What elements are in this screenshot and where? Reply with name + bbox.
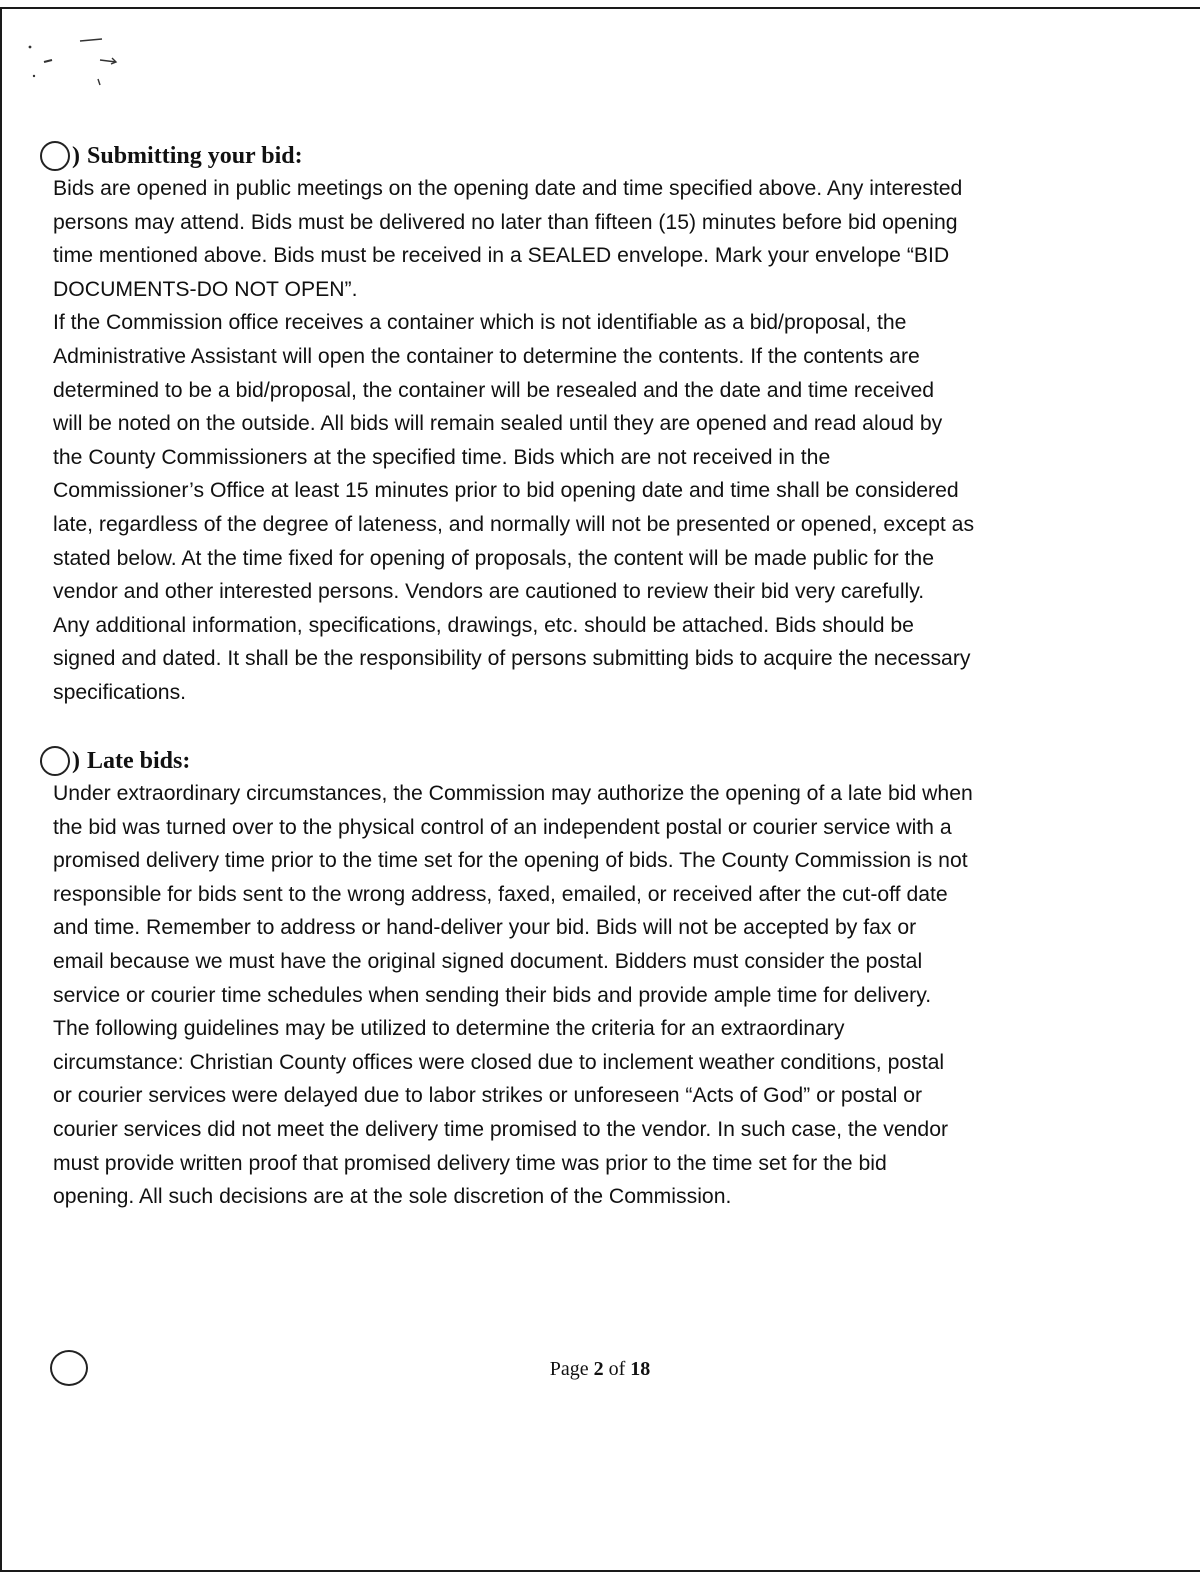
section-title: Submitting your bid: (87, 142, 303, 169)
scan-specks (20, 25, 140, 95)
scan-top-border (0, 7, 1200, 9)
page-current: 2 (593, 1358, 604, 1380)
page-footer (0, 1358, 1200, 1381)
scan-bottom-border (0, 1570, 1200, 1572)
page-total: 18 (630, 1358, 651, 1380)
page-of: of (608, 1358, 626, 1380)
section-body: Under extraordinary circumstances, the Commission may authorize the opening of a late bid when the bid was turned over to the physical control of an independent postal or courier service with a promised delivery time prior to the time set for the opening of bids. The County Commission is not responsible for bids sent to the wrong address, faxed, emailed, or received after the cut-off date and time. Remember to address or hand-deliver your bid. Bids will not be accepted by fax or email because we must have the original signed document. Bidders must consider the postal service or courier time schedules when sending their bids and provide ample time for delivery. The following guidelines may be utilized to determine the criteria for an extraordinary circumstance: Christian County offices were closed due to inclement weather conditions, postal or courier services were delayed due to labor strikes or unforeseen “Acts of God” or postal or courier services did not meet the delivery time promised to the vendor. In such case, the vendor must provide written proof that promised delivery time was prior to the time set for the bid opening. All such decisions are at the sole discretion of the Commission. (53, 782, 973, 1209)
section-title: Late bids: (87, 747, 191, 774)
page-label: Page (549, 1358, 589, 1380)
section-number: ) (72, 142, 80, 169)
section-number: ) (72, 747, 80, 774)
section-submitting-bid (40, 140, 1170, 710)
section-heading (40, 140, 1170, 172)
hole-punch-icon (40, 141, 70, 171)
hole-punch-icon (40, 746, 70, 776)
section-body: Bids are opened in public meetings on the opening date and time specified above. Any interested persons may attend. Bids must be delivered no later than fifteen (15) minutes before bid opening time mentioned above. Bids must be received in a SEALED envelope. Mark your envelope “BID DOCUMENTS-DO NOT OPEN”. If the Commission office receives a container which is not identifiable as a bid/proposal, the Administrative Assistant will open the container to determine the contents. If the contents are determined to be a bid/proposal, the container will be resealed and the date and time received will be noted on the outside. All bids will remain sealed until they are opened and read aloud by the County Commissioners at the specified time. Bids which are not received in the Commissioner’s Office at least 15 minutes prior to bid opening date and time shall be considered late, regardless of the degree of lateness, and normally will not be presented or opened, except as stated below. At the time fixed for opening of proposals, the content will be made public for the vendor and other interested persons. Vendors are cautioned to review their bid very carefully. Any additional information, specifications, drawings, etc. should be attached. Bids should be signed and dated. It shall be the responsibility of persons submitting bids to acquire the necessary specifications. (53, 177, 975, 704)
section-heading (40, 745, 1170, 777)
section-late-bids (40, 745, 1170, 1214)
scan-left-border (0, 8, 2, 1570)
